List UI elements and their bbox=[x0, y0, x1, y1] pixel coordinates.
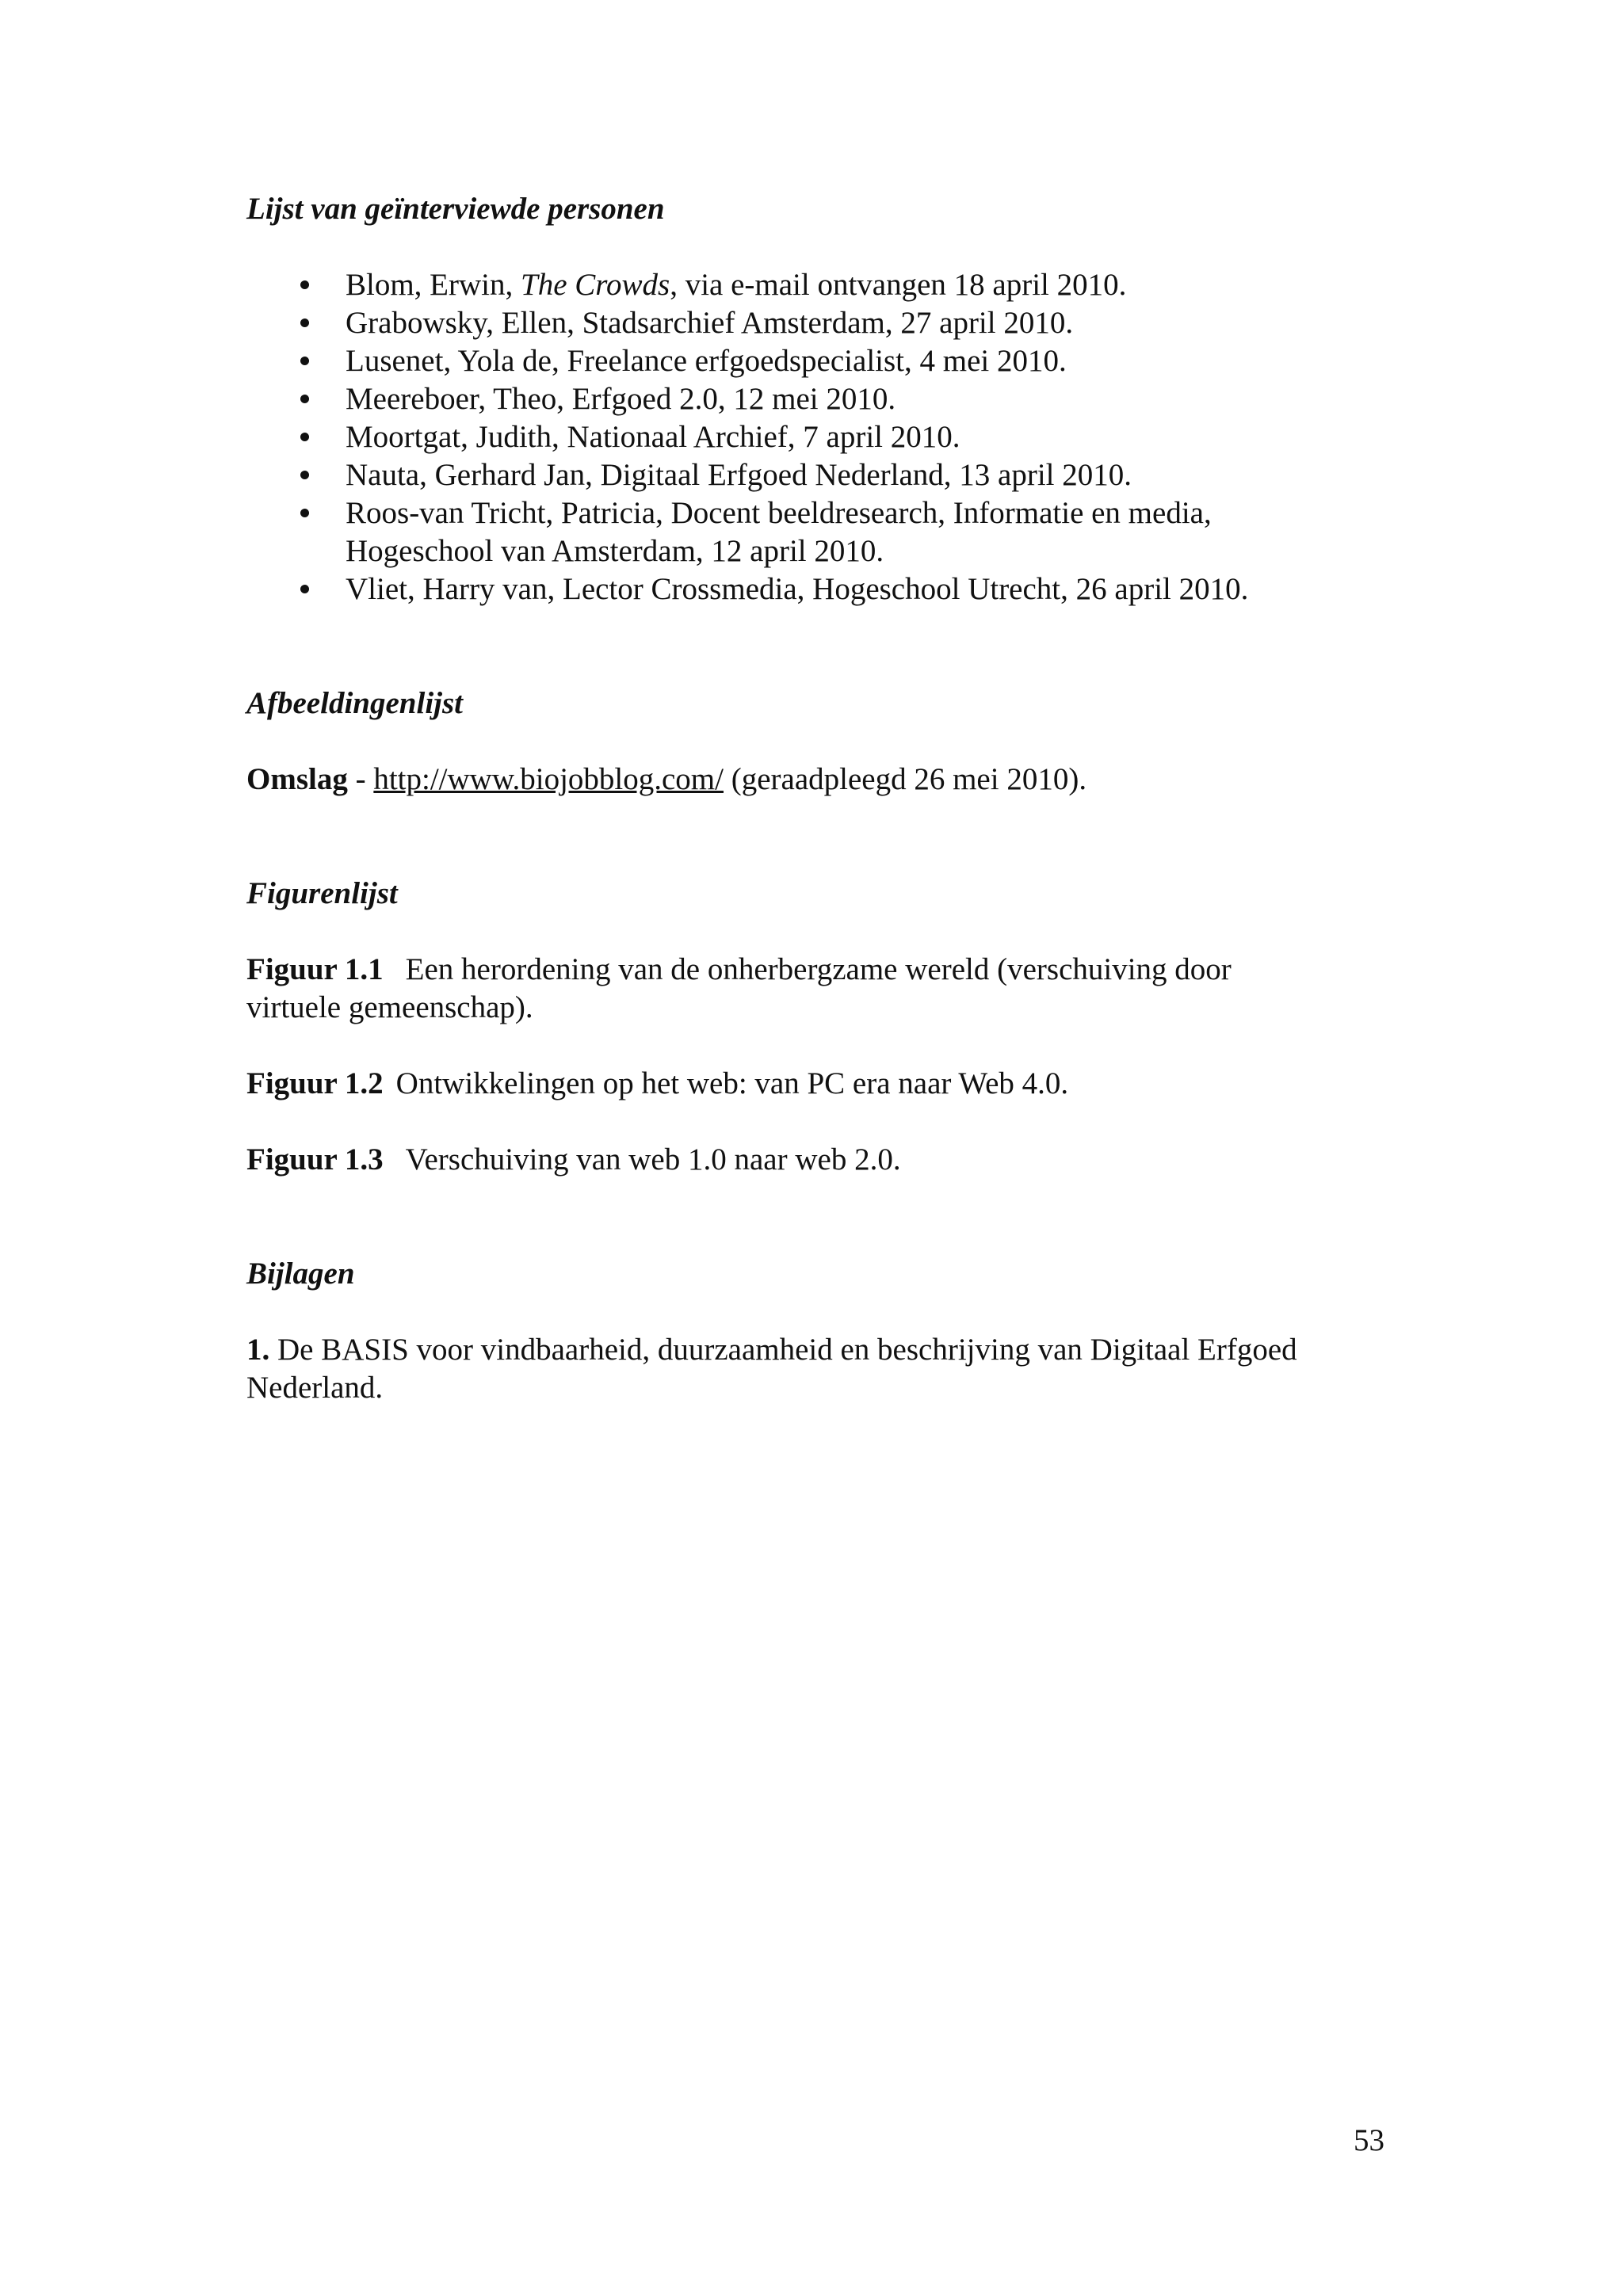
list-item: Grabowsky, Ellen, Stadsarchief Amsterdam, 27 april 2010. bbox=[246, 304, 1396, 342]
figure-entry: Figuur 1.1 Een herordening van de onherbergzame wereld (verschuiving door virtuele gemeenschap). bbox=[246, 952, 1232, 1024]
list-item: Meereboer, Theo, Erfgoed 2.0, 12 mei 2010. bbox=[246, 380, 1396, 418]
bullet-icon bbox=[300, 280, 309, 289]
figure-entry: Figuur 1.3 Verschuiving van web 1.0 naar web 2.0. bbox=[246, 1142, 901, 1177]
bullet-icon bbox=[300, 471, 309, 479]
page-number: 53 bbox=[1354, 2123, 1384, 2157]
bullet-icon bbox=[300, 585, 309, 593]
figure-label: Figuur 1.3 bbox=[246, 1142, 384, 1177]
bullet-icon bbox=[300, 395, 309, 403]
cover-entry: Omslag - http://www.biojobblog.com/ (geraadpleegd 26 mei 2010). bbox=[246, 762, 1087, 796]
interviews-list bbox=[246, 266, 1396, 608]
cover-link[interactable]: http://www.biojobblog.com/ bbox=[373, 762, 724, 796]
list-item: Roos-van Tricht, Patricia, Docent beeldresearch, Informatie en media, Hogeschool van Amsterdam, 12 april 2010. bbox=[246, 494, 1396, 570]
figure-label: Figuur 1.2 bbox=[246, 1066, 384, 1100]
list-item: Vliet, Harry van, Lector Crossmedia, Hogeschool Utrecht, 26 april 2010. bbox=[246, 570, 1396, 608]
figures-heading: Figurenlijst bbox=[246, 876, 398, 910]
appendices-heading: Bijlagen bbox=[246, 1257, 355, 1291]
bullet-icon bbox=[300, 509, 309, 517]
images-heading: Afbeeldingenlijst bbox=[246, 686, 463, 720]
figure-entry: Figuur 1.2 Ontwikkelingen op het web: van PC era naar Web 4.0. bbox=[246, 1066, 1069, 1100]
interviews-heading: Lijst van geïnterviewde personen bbox=[246, 192, 665, 226]
list-item: Moortgat, Judith, Nationaal Archief, 7 april 2010. bbox=[246, 418, 1396, 456]
bullet-icon bbox=[300, 433, 309, 441]
cover-label: Omslag bbox=[246, 762, 348, 796]
list-item: Lusenet, Yola de, Freelance erfgoedspecialist, 4 mei 2010. bbox=[246, 342, 1396, 380]
appendix-number: 1. bbox=[246, 1333, 270, 1367]
bullet-icon bbox=[300, 318, 309, 327]
page-content bbox=[246, 190, 1396, 1407]
list-item: Blom, Erwin, The Crowds, via e-mail ontvangen 18 april 2010. bbox=[246, 266, 1396, 304]
figure-label: Figuur 1.1 bbox=[246, 952, 384, 986]
list-item: Nauta, Gerhard Jan, Digitaal Erfgoed Nederland, 13 april 2010. bbox=[246, 456, 1396, 494]
bullet-icon bbox=[300, 357, 309, 365]
appendix-entry: 1. De BASIS voor vindbaarheid, duurzaamheid en beschrijving van Digitaal Erfgoed Nederland. bbox=[246, 1333, 1297, 1405]
